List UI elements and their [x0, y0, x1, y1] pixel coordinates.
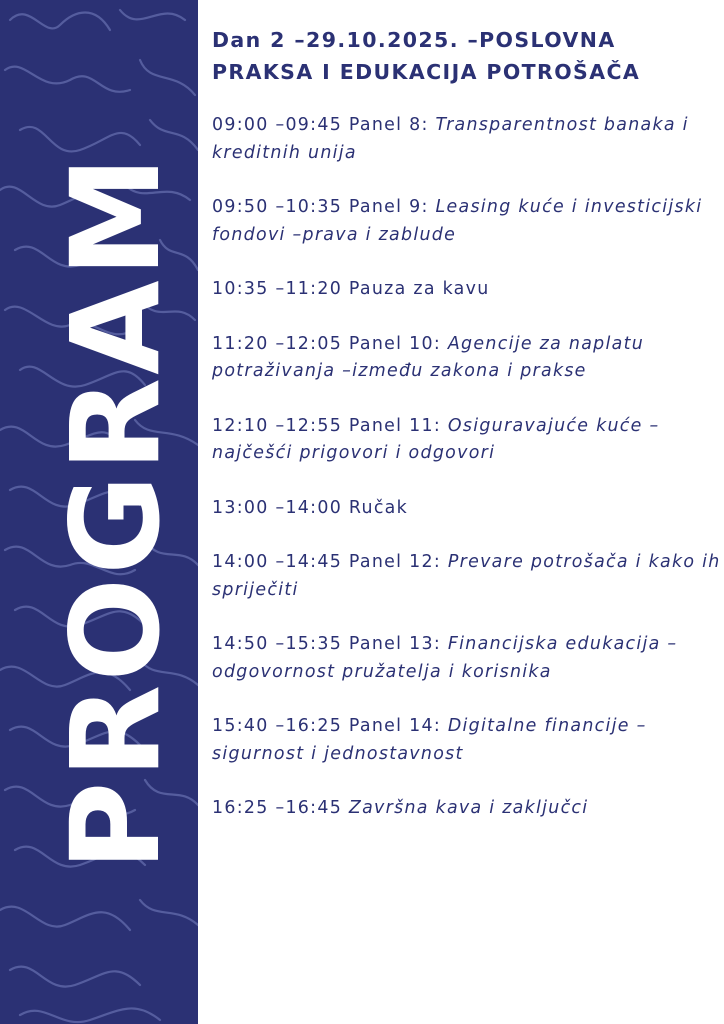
schedule-time: 11:20 –12:05: [212, 333, 343, 354]
schedule-lead: [342, 798, 349, 818]
schedule-topic: Transparentnost banaka i kreditnih unija: [212, 115, 689, 163]
schedule-time: 09:50 –10:35: [212, 197, 343, 217]
program-vertical-title: PROGRAM: [45, 153, 187, 871]
schedule-lead: Panel 13:: [342, 634, 448, 654]
schedule-item: [212, 495, 722, 523]
sidebar-panel: [0, 0, 198, 1024]
schedule-topic: Završna kava i zaključci: [348, 798, 589, 818]
schedule-item: [212, 276, 722, 304]
schedule-time: 12:10 –12:55: [212, 415, 343, 436]
day-title: [212, 24, 722, 88]
schedule-topic: Agencije za naplatu potraživanja –između zakona i prakse: [212, 333, 645, 381]
schedule-lead: Panel 11:: [342, 415, 448, 436]
day-title-line1: Dan 2 –29.10.2025. –POSLOVNA: [212, 28, 616, 52]
schedule-item: [212, 112, 722, 167]
schedule-item: [212, 413, 722, 468]
schedule-time: 16:25 –16:45: [212, 798, 343, 818]
schedule-time: 14:50 –15:35: [212, 634, 343, 654]
schedule-item: [212, 549, 722, 604]
schedule-item: [212, 631, 722, 686]
schedule-topic: Leasing kuće i investicijski fondovi –prava i zablude: [212, 197, 703, 245]
schedule-time: 14:00 –14:45: [212, 552, 343, 572]
schedule-topic: Digitalne financije –sigurnost i jednostavnost: [212, 716, 647, 764]
schedule-lead: Panel 8:: [342, 115, 436, 135]
schedule-item: [212, 331, 722, 386]
day-title-line2: PRAKSA I EDUKACIJA POTROŠAČA: [212, 60, 641, 84]
schedule-lead: Panel 10:: [342, 333, 448, 354]
schedule-item: [212, 713, 722, 768]
schedule-lead: Panel 14:: [342, 716, 448, 736]
schedule-time: 09:00 –09:45: [212, 115, 343, 135]
schedule-time: 10:35 –11:20: [212, 279, 343, 299]
schedule-lead: Ručak: [342, 497, 409, 518]
schedule-topic: Osiguravajuće kuće –najčešći prigovori i odgovori: [212, 415, 660, 463]
schedule-time: 15:40 –16:25: [212, 716, 343, 736]
schedule-item: [212, 194, 722, 249]
schedule-lead: Panel 12:: [342, 552, 448, 572]
schedule-item: [212, 795, 722, 823]
schedule-lead: Pauza za kavu: [342, 279, 490, 299]
schedule-topic: Prevare potrošača i kako ih spriječiti: [212, 552, 721, 600]
program-content: [212, 24, 722, 850]
schedule-lead: Panel 9:: [342, 197, 436, 217]
schedule-topic: Financijska edukacija –odgovornost pružatelja i korisnika: [212, 634, 678, 682]
schedule-time: 13:00 –14:00: [212, 497, 343, 518]
